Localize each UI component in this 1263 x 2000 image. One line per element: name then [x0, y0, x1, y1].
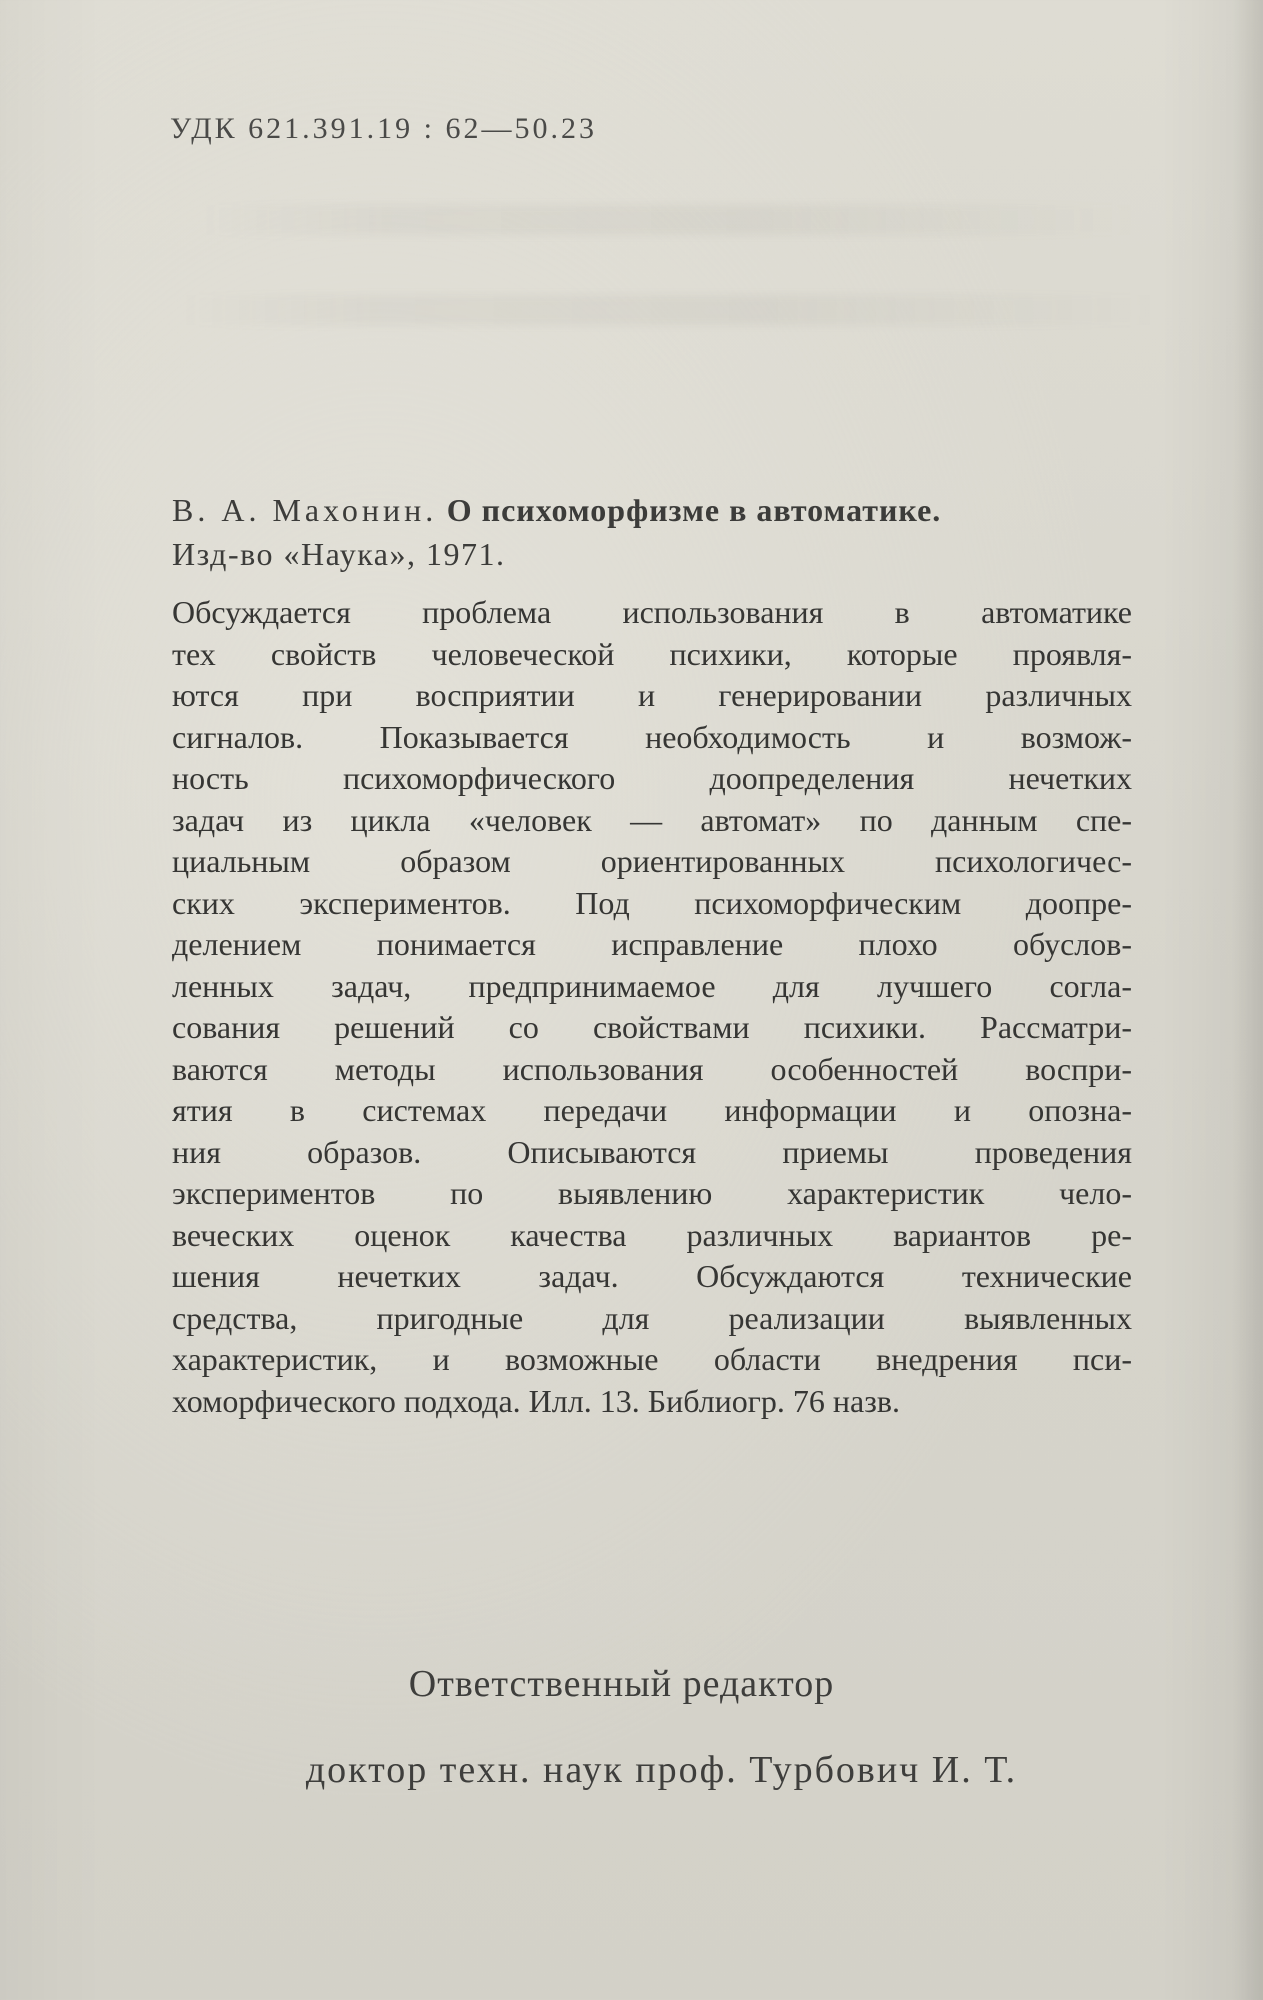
abstract-line: ваются методы использования особенностей воспри- — [172, 1050, 1132, 1087]
abstract-line: Обсуждается проблема использования в автоматике — [172, 594, 1132, 630]
editor-role: Ответственный редактор — [408, 1663, 835, 1705]
abstract-line: задач из цикла «человек — автомат» по данным спе- — [172, 801, 1132, 838]
page-edge-shadow — [1233, 0, 1263, 2000]
bleed-through-text — [200, 205, 1140, 235]
abstract-line: циальным образом ориентированных психологичес- — [172, 843, 1132, 879]
bleed-through-text — [180, 295, 1160, 325]
abstract-line: средства, пригодные для реализации выявленных — [172, 1299, 1132, 1336]
citation-title: О психоморфизме в автоматике. — [446, 492, 942, 528]
abstract-line: ленных задач, предпринимаемое для лучшего согла- — [172, 967, 1132, 1004]
citation-line-1 — [172, 488, 1102, 532]
abstract-line: характеристик, и возможные области внедрения пси- — [172, 1341, 1132, 1377]
abstract-line: делением понимается исправление плохо обуслов- — [172, 926, 1132, 962]
abstract-line: тех свойств человеческой психики, которые проявля- — [172, 635, 1132, 672]
bibliographic-citation — [172, 488, 1102, 576]
abstract-line: ются при восприятии и генерировании различных — [172, 677, 1132, 713]
citation-author: В. А. Махонин. — [172, 492, 438, 528]
abstract-line: сования решений со свойствами психики. Рассматри- — [172, 1009, 1132, 1045]
abstract-line: ских экспериментов. Под психоморфическим доопре- — [172, 884, 1132, 921]
abstract-line: ятия в системах передачи информации и опозна- — [172, 1092, 1132, 1128]
abstract-line: экспериментов по выявлению характеристик чело- — [172, 1175, 1132, 1211]
abstract-paragraph — [172, 592, 1132, 1422]
abstract-line: хоморфического подхода. Илл. 13. Библиогр. 76 назв. — [172, 1382, 900, 1419]
abstract-line: шения нечетких задач. Обсуждаются технические — [172, 1258, 1132, 1294]
abstract-line: ния образов. Описываются приемы проведения — [172, 1133, 1132, 1170]
abstract-line: ность психоморфического доопределения нечетких — [172, 760, 1132, 796]
editor-name: доктор техн. наук проф. Турбович И. Т. — [305, 1749, 1018, 1791]
udk-code: УДК 621.391.19 : 62—50.23 — [170, 112, 598, 145]
abstract-line: сигналов. Показывается необходимость и возмож- — [172, 718, 1132, 755]
citation-publisher: Изд-во «Наука», 1971. — [172, 536, 506, 572]
abstract-line: веческих оценок качества различных вариантов ре- — [172, 1216, 1132, 1253]
